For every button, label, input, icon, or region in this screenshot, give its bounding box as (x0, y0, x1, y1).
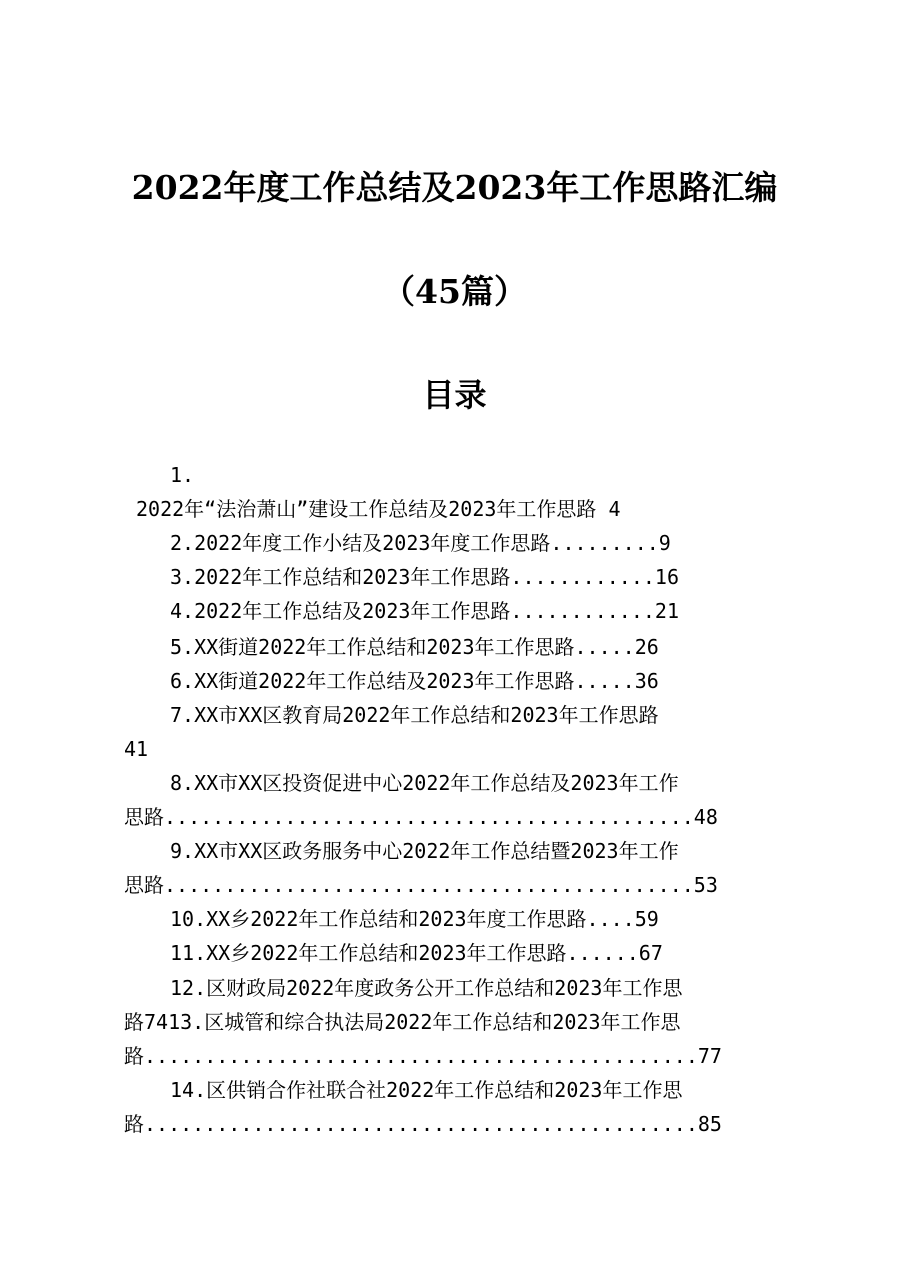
toc-entry-7-line-1: 7.XX市XX区教育局2022年工作总结和2023年工作思路 (170, 703, 659, 727)
toc-entry-9-line-1: 9.XX市XX区政务服务中心2022年工作总结暨2023年工作 (170, 839, 679, 863)
toc-entry-14-line-1: 14.区供销合作社联合社2022年工作总结和2023年工作思 (170, 1078, 683, 1102)
toc-entry-3: 3.2022年工作总结和2023年工作思路............16 (170, 565, 679, 589)
toc-entry-12-13-line: 路7413.区城管和综合执法局2022年工作总结和2023年工作思 (124, 1010, 681, 1034)
toc-entry-7-line-2: 41 (124, 737, 149, 761)
toc-entry-10: 10.XX乡2022年工作总结和2023年度工作思路....59 (170, 907, 659, 931)
toc-entry-6: 6.XX街道2022年工作总结及2023年工作思路.....36 (170, 669, 659, 693)
toc-entry-8-line-2: 思路............................................48 (124, 805, 718, 829)
toc-entry-1-text: 2022年“法治萧山”建设工作总结及2023年工作思路 4 (136, 497, 621, 521)
toc-entry-9-line-2: 思路............................................53 (124, 873, 718, 897)
toc-entry-13-line-2: 路..............................................77 (124, 1044, 722, 1068)
toc-entry-2: 2.2022年度工作小结及2023年度工作思路.........9 (170, 531, 671, 555)
toc-entry-5: 5.XX街道2022年工作总结和2023年工作思路.....26 (170, 635, 659, 659)
document-title: 2022年度工作总结及2023年工作思路汇编 (131, 168, 778, 207)
toc-entry-4: 4.2022年工作总结及2023年工作思路............21 (170, 599, 679, 623)
toc-heading: 目录 (422, 376, 487, 414)
toc-entry-12-line-1: 12.区财政局2022年度政务公开工作总结和2023年工作思 (170, 976, 683, 1000)
toc-entry-11: 11.XX乡2022年工作总结和2023年工作思路......67 (170, 941, 663, 965)
document-subtitle: （45篇） (382, 272, 527, 311)
toc-entry-14-line-2: 路..............................................85 (124, 1112, 722, 1136)
toc-entry-1-number: 1. (170, 463, 195, 487)
toc-entry-8-line-1: 8.XX市XX区投资促进中心2022年工作总结及2023年工作 (170, 771, 679, 795)
